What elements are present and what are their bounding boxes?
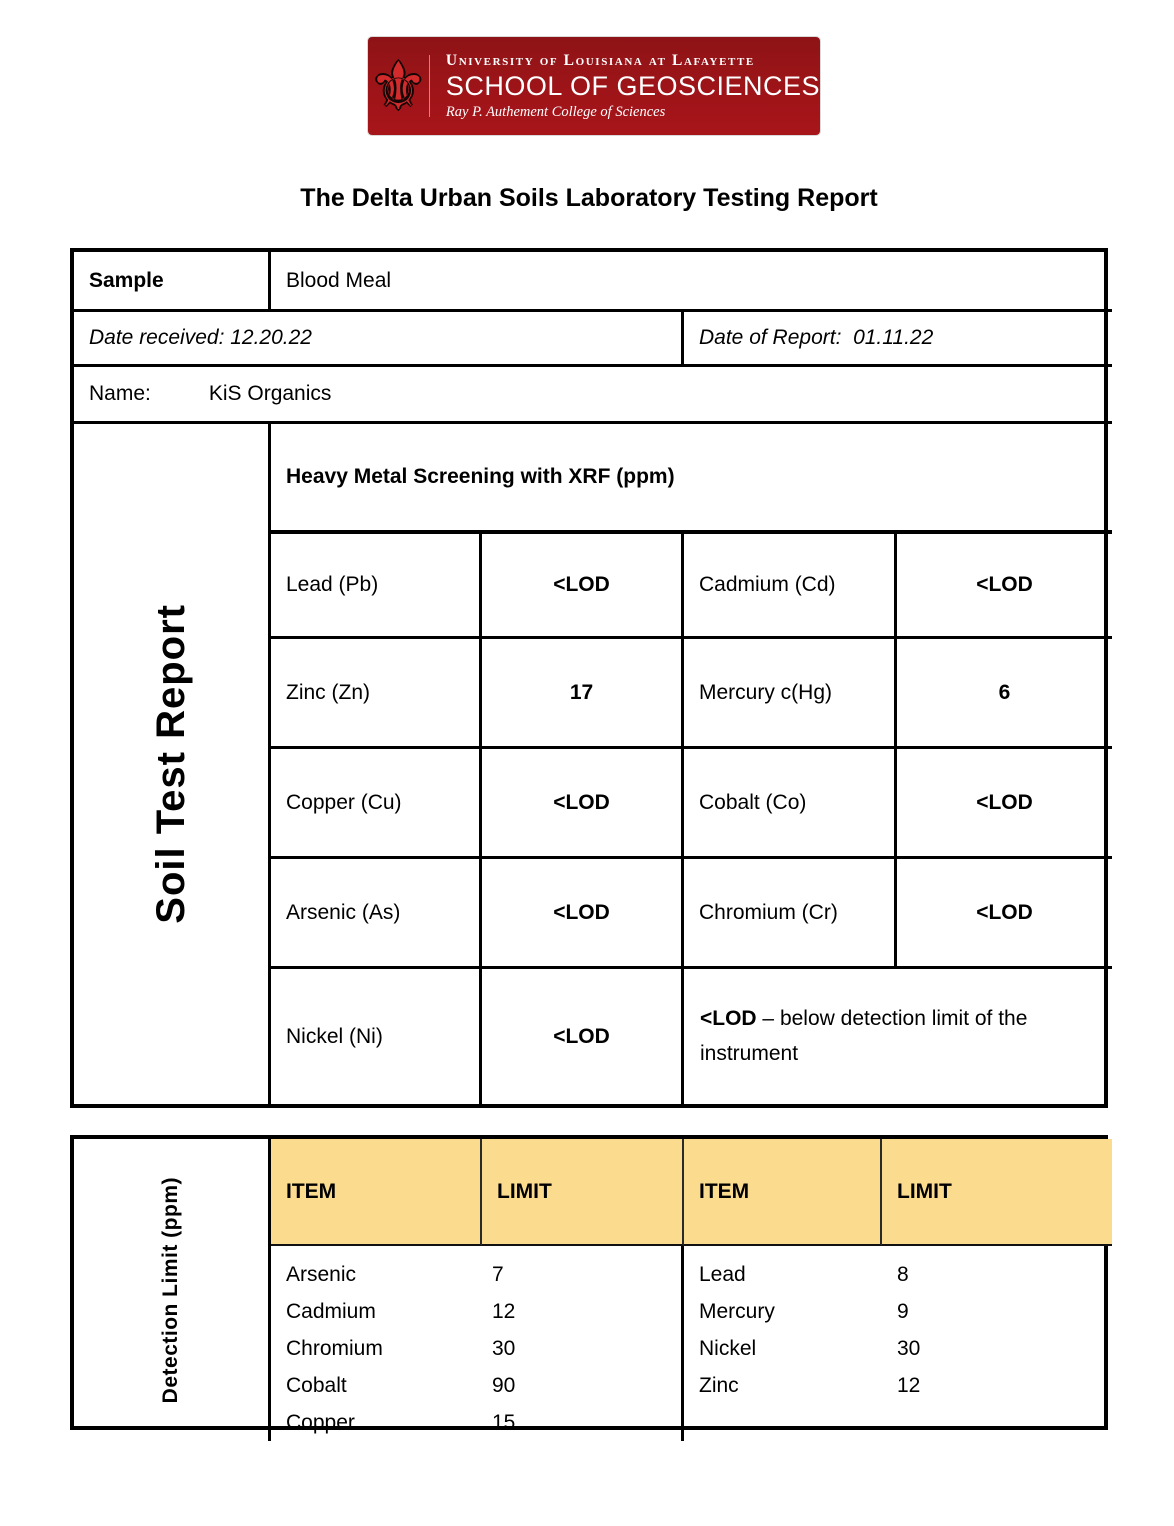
heavy-metal-section-title: Heavy Metal Screening with XRF (ppm) bbox=[271, 424, 1112, 534]
soil-test-report-side-cell bbox=[74, 424, 271, 1104]
limit-item-name: Arsenic bbox=[286, 1262, 357, 1286]
metal-name-cell: Copper (Cu) bbox=[271, 749, 482, 859]
metal-value-cell: <LOD bbox=[897, 749, 1112, 859]
metal-name-cell: Cobalt (Co) bbox=[684, 749, 897, 859]
sample-label-cell: Sample bbox=[74, 252, 271, 312]
metal-name-cell: Mercury c(Hg) bbox=[684, 639, 897, 749]
lod-note-bold: <LOD bbox=[700, 1006, 757, 1030]
limit-item-name: Zinc bbox=[699, 1373, 739, 1397]
metal-value-cell: 6 bbox=[897, 639, 1112, 749]
university-banner bbox=[368, 37, 820, 135]
metal-value-cell: <LOD bbox=[482, 859, 684, 969]
metal-name-cell: Lead (Pb) bbox=[271, 534, 482, 639]
banner-university-name: University of Louisiana at Lafayette bbox=[445, 51, 755, 69]
column-header-limit-1: LIMIT bbox=[482, 1139, 684, 1246]
limit-item-value: 12 bbox=[897, 1373, 921, 1397]
metal-name-cell: Cadmium (Cd) bbox=[684, 534, 897, 639]
detection-limits-left-list bbox=[271, 1246, 684, 1441]
limit-item-value: 15 bbox=[492, 1410, 516, 1434]
lod-note-text bbox=[700, 1002, 1084, 1071]
metal-value-cell: <LOD bbox=[897, 534, 1112, 639]
column-header-item-2: ITEM bbox=[684, 1139, 882, 1246]
limit-item-value: 90 bbox=[492, 1373, 516, 1397]
metal-value-cell: <LOD bbox=[482, 534, 684, 639]
column-header-limit-2: LIMIT bbox=[882, 1139, 1112, 1246]
limit-item-name: Cadmium bbox=[286, 1299, 376, 1323]
banner-college-name: Ray P. Authement College of Sciences bbox=[445, 103, 666, 120]
name-value: KiS Organics bbox=[208, 382, 332, 405]
lod-note-rest: – below detection limit of the instrument bbox=[700, 1006, 1028, 1065]
limit-item-name: Lead bbox=[699, 1262, 746, 1286]
banner-school-name: SCHOOL OF GEOSCIENCES bbox=[445, 70, 820, 101]
fleur-de-lis-icon bbox=[368, 49, 429, 123]
sample-value-cell: Blood Meal bbox=[271, 252, 1112, 312]
limit-item-value: 30 bbox=[492, 1336, 516, 1360]
banner-text bbox=[446, 52, 820, 121]
date-of-report-cell: Date of Report: 01.11.22 bbox=[684, 312, 1112, 367]
page-title: The Delta Urban Soils Laboratory Testing Report bbox=[300, 184, 878, 212]
limit-item-name: Chromium bbox=[286, 1336, 383, 1360]
metal-name-cell: Arsenic (As) bbox=[271, 859, 482, 969]
banner-divider bbox=[429, 55, 430, 117]
limit-item-value: 30 bbox=[897, 1336, 921, 1360]
detection-limit-table bbox=[70, 1135, 1108, 1434]
name-cell bbox=[74, 367, 1112, 424]
soil-test-report-side-label: Soil Test Report bbox=[148, 604, 193, 924]
limit-item-name: Nickel bbox=[699, 1336, 757, 1360]
limit-item-name: Copper bbox=[286, 1410, 355, 1434]
lod-note-cell bbox=[684, 969, 1112, 1104]
detection-limit-side-cell bbox=[74, 1139, 271, 1441]
soil-test-report-table bbox=[70, 248, 1108, 1108]
metal-name-cell: Chromium (Cr) bbox=[684, 859, 897, 969]
limit-item-name: Cobalt bbox=[286, 1373, 347, 1397]
metal-value-cell: <LOD bbox=[897, 859, 1112, 969]
date-received-cell: Date received: 12.20.22 bbox=[74, 312, 684, 367]
limit-item-value: 8 bbox=[897, 1262, 909, 1286]
metal-value-cell: <LOD bbox=[482, 749, 684, 859]
limit-item-value: 12 bbox=[492, 1299, 516, 1323]
detection-limit-side-label: Detection Limit (ppm) bbox=[159, 1176, 182, 1404]
name-label: Name: bbox=[89, 382, 151, 405]
limit-item-value: 7 bbox=[492, 1262, 504, 1286]
limit-item-name: Mercury bbox=[699, 1299, 775, 1323]
metal-value-cell: 17 bbox=[482, 639, 684, 749]
fleur-de-lis-glyph: ⚜ bbox=[368, 49, 428, 123]
detection-limits-right-list bbox=[684, 1246, 1112, 1441]
metal-value-cell: <LOD bbox=[482, 969, 684, 1104]
metal-name-cell: Nickel (Ni) bbox=[271, 969, 482, 1104]
column-header-item-1: ITEM bbox=[271, 1139, 482, 1246]
limit-item-value: 9 bbox=[897, 1299, 909, 1323]
metal-name-cell: Zinc (Zn) bbox=[271, 639, 482, 749]
